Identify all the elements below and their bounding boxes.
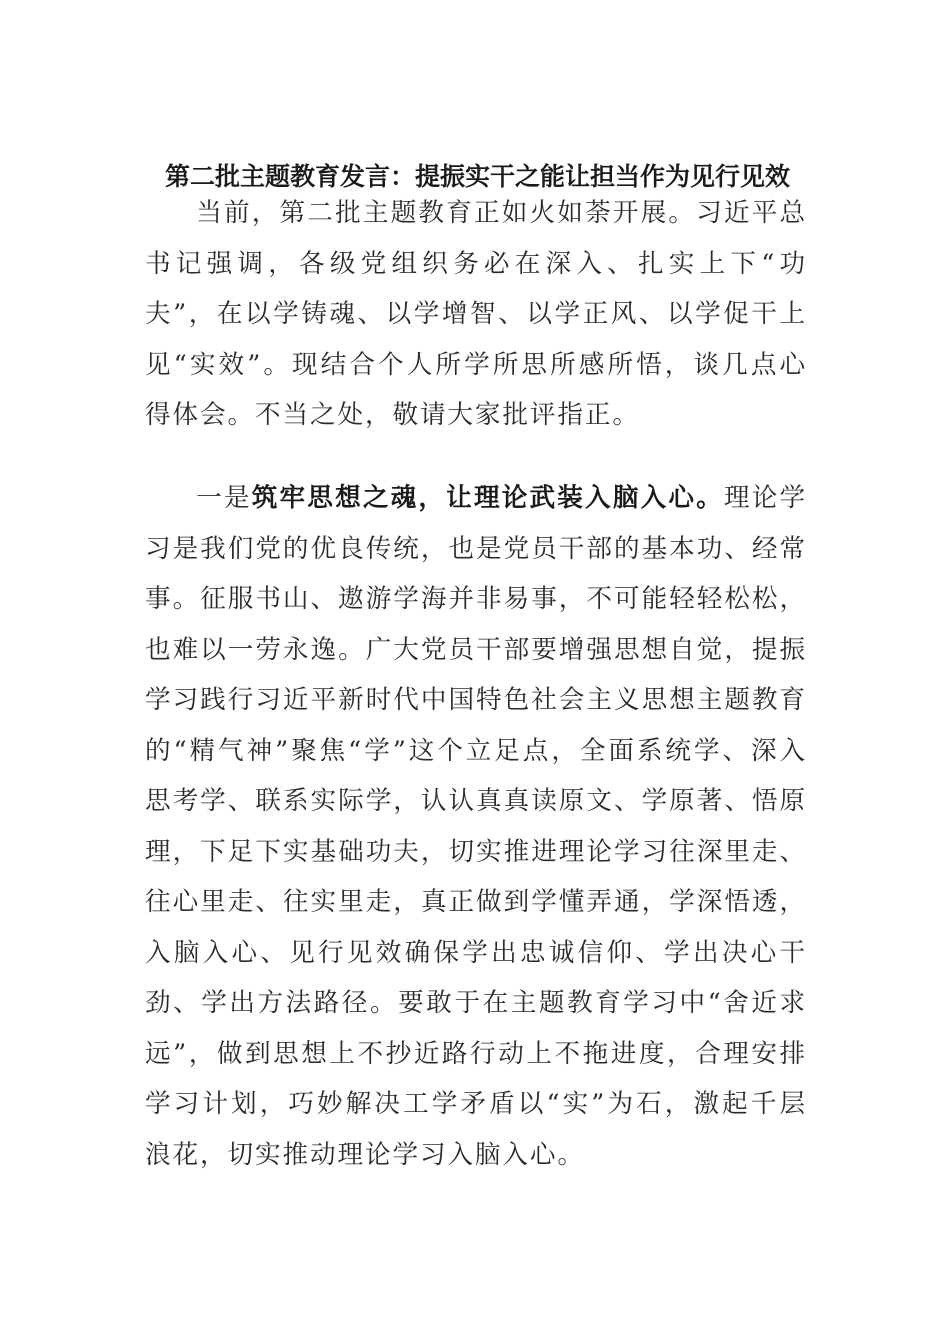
paragraph-point-one (145, 473, 807, 1180)
point-one-body: 理论学习是我们党的优良传统，也是党员干部的基本功、经常事。征服书山、遨游学海并非易事，不可能轻轻松松，也难以一劳永逸。广大党员干部要增强思想自觉，提振学习践行习近平新时代中国特色社会主义思想主题教育的“精气神”聚焦“学”这个立足点，全面系统学、深入思考学、联系实际学，认认真真读原文、学原著、悟原理，下足下实基础功夫，切实推进理论学习往深里走、往心里走、往实里走，真正做到学懂弄通，学深悟透，入脑入心、见行见效确保学出忠诚信仰、学出决心干劲、学出方法路径。要敢于在主题教育学习中“舍近求远”，做到思想上不抄近路行动上不拖进度，合理安排学习计划，巧妙解决工学矛盾以“实”为石，激起千层浪花，切实推动理论学习入脑入心。 (145, 483, 807, 1170)
point-one-prefix: 一是 (196, 483, 252, 513)
point-one-heading: 筑牢思想之魂，让理论武装入脑入心。 (251, 483, 724, 513)
document-title: 第二批主题教育发言：提振实干之能让担当作为见行见效 (164, 162, 790, 191)
paragraph-intro: 当前，第二批主题教育正如火如荼开展。习近平总书记强调，各级党组织务必在深入、扎实上下“功夫”，在以学铸魂、以学增智、以学正风、以学促干上见“实效”。现结合个人所学所思所感所悟，谈几点心得体会。不当之处，敬请大家批评指正。 (145, 198, 807, 430)
